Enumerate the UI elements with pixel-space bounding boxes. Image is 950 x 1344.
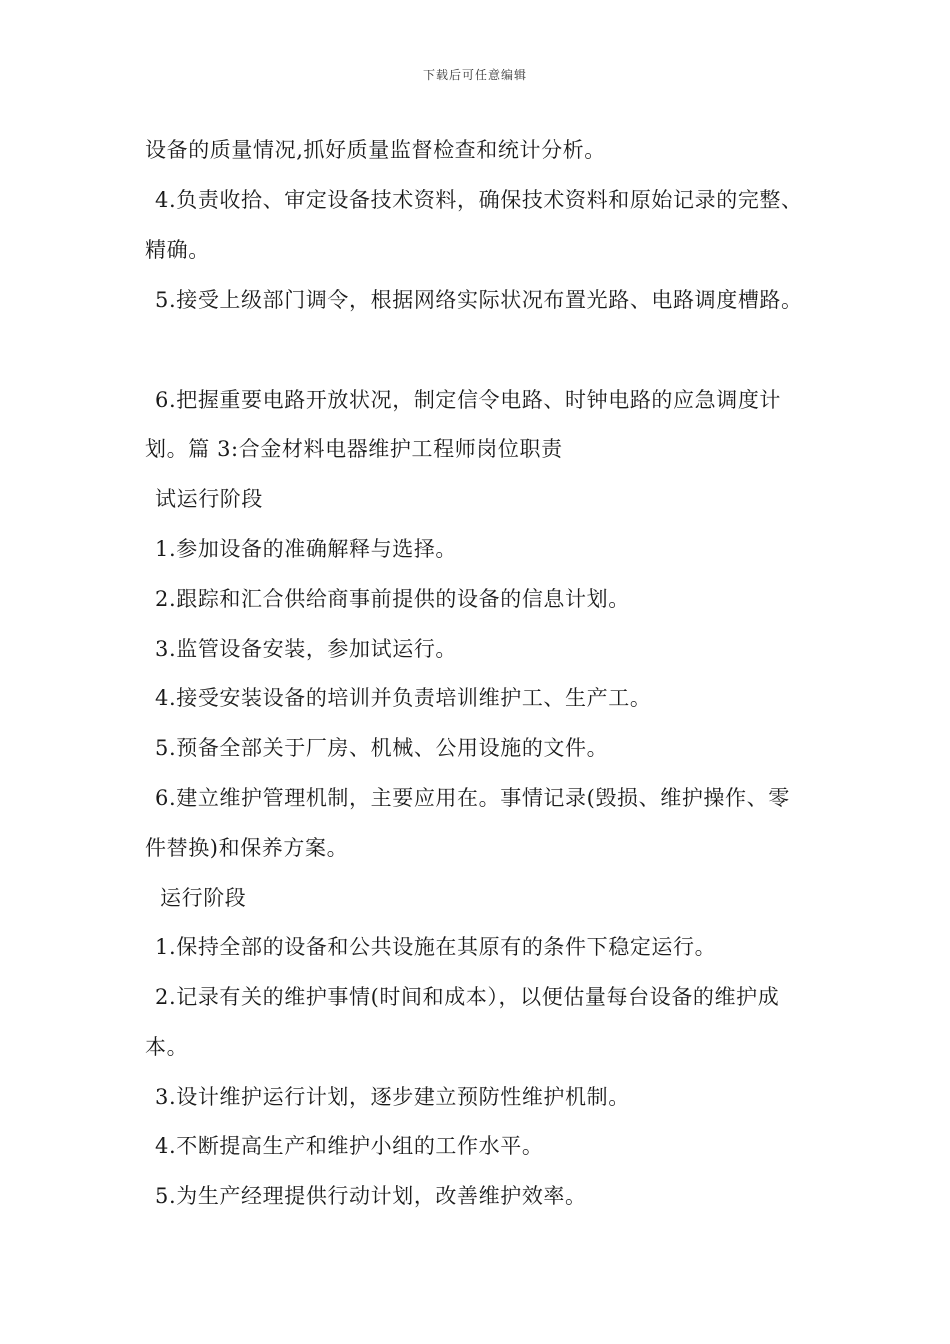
body-line: 设备的质量情况,抓好质量监督检查和统计分析。: [145, 138, 606, 162]
body-line: 6.建立维护管理机制，主要应用在。事情记录(毁损、维护操作、零: [155, 786, 790, 810]
body-line: 1.保持全部的设备和公共设施在其原有的条件下稳定运行。: [155, 935, 717, 959]
section-heading: 运行阶段: [160, 886, 247, 910]
body-line: 4.接受安装设备的培训并负责培训维护工、生产工。: [155, 686, 652, 710]
body-line: 3.监管设备安装，参加试运行。: [155, 637, 458, 661]
body-line: 2.跟踪和汇合供给商事前提供的设备的信息计划。: [155, 587, 630, 611]
body-line: 4.不断提高生产和维护小组的工作水平。: [155, 1134, 544, 1158]
body-line: 5.预备全部关于厂房、机械、公用设施的文件。: [155, 736, 609, 760]
body-line: 4.负责收拾、审定设备技术资料，确保技术资料和原始记录的完整、: [155, 188, 803, 212]
body-line: 5.为生产经理提供行动计划，改善维护效率。: [155, 1184, 587, 1208]
section-heading: 试运行阶段: [155, 487, 263, 511]
body-line: 2.记录有关的维护事情(时间和成本），以便估量每台设备的维护成: [155, 985, 780, 1009]
body-line: 精确。: [145, 238, 210, 262]
body-line: 1.参加设备的准确解释与选择。: [155, 537, 458, 561]
body-line: 5.接受上级部门调令，根据网络实际状况布置光路、电路调度槽路。: [155, 288, 803, 312]
header-note: 下载后可任意编辑: [422, 68, 527, 82]
body-line: 3.设计维护运行计划，逐步建立预防性维护机制。: [155, 1085, 630, 1109]
body-line: 6.把握重要电路开放状况，制定信令电路、时钟电路的应急调度计: [155, 388, 782, 412]
body-line: 划。篇 3:合金材料电器维护工程师岗位职责: [145, 437, 563, 461]
body-line: 件替换)和保养方案。: [145, 836, 349, 860]
body-line: 本。: [145, 1035, 189, 1059]
